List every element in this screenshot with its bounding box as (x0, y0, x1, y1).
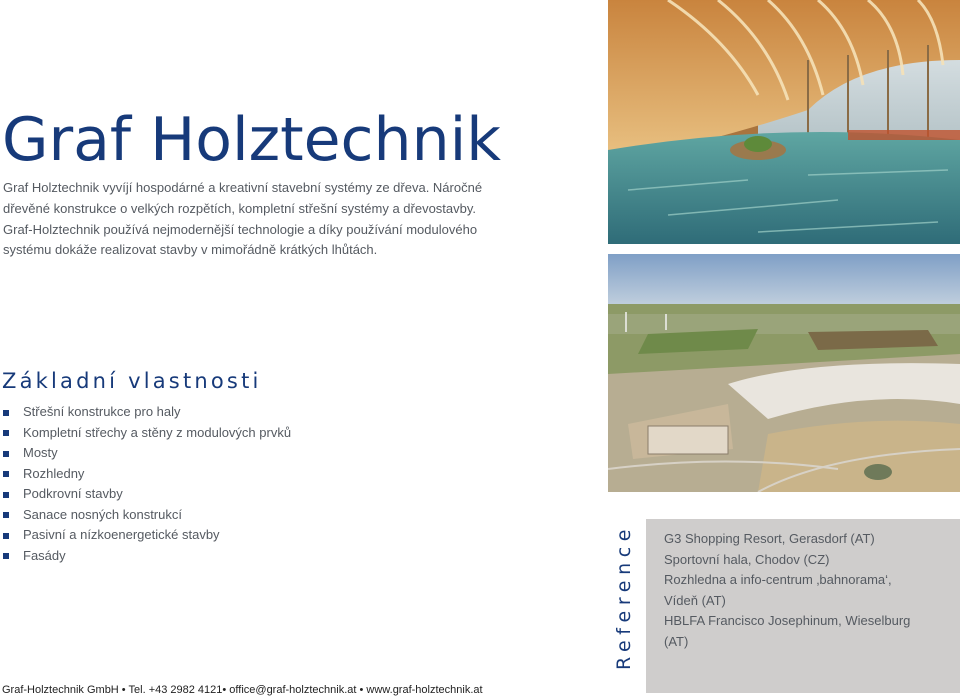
photo-aerial-resort (608, 254, 960, 492)
feature-label: Fasády (23, 547, 66, 563)
photo-indoor-pool (608, 0, 960, 244)
square-bullet-icon (3, 410, 9, 416)
footer-contact: Graf-Holztechnik GmbH • Tel. +43 2982 4121• office@graf-holztechnik.at • www.graf-holztechnik.at (2, 684, 483, 696)
feature-label: Střešní konstrukce pro haly (23, 404, 181, 419)
list-item (0, 464, 291, 485)
square-bullet-icon (3, 451, 9, 457)
square-bullet-icon (3, 512, 9, 518)
list-item: G3 Shopping Resort, Gerasdorf (AT) (664, 531, 875, 546)
square-bullet-icon (3, 471, 9, 477)
features-heading: Základní vlastnosti (2, 369, 262, 393)
feature-label: Pasivní a nízkoenergetické stavby (23, 527, 220, 542)
list-item (0, 505, 291, 526)
references-panel (646, 519, 960, 693)
square-bullet-icon (3, 492, 9, 498)
feature-label: Rozhledny (23, 465, 85, 481)
list-item (0, 402, 291, 423)
intro-paragraph: Graf Holztechnik vyvíjí hospodárné a kreativní stavební systémy ze dřeva. Náročné dřevěné konstrukce o velkých rozpětích, kompletní střešní systémy a dřevostavby. Graf-Holztechnik používá nejmodernější technologie a díky používání modulového systému dokáže realizovat stavby v mimořádně krátkých lhůtách. (3, 180, 483, 258)
references-list (664, 529, 924, 652)
square-bullet-icon (3, 533, 9, 539)
list-item (0, 423, 291, 444)
feature-label: Kompletní střechy a stěny z modulových prvků (23, 424, 292, 440)
square-bullet-icon (3, 430, 9, 436)
list-item: HBLFA Francisco Josephinum, Wieselburg (AT) (664, 613, 911, 649)
square-bullet-icon (3, 553, 9, 559)
list-item (0, 546, 291, 567)
list-item (0, 525, 291, 546)
feature-label: Podkrovní stavby (23, 486, 123, 501)
features-list (0, 402, 291, 566)
list-item (0, 443, 291, 464)
list-item: Rozhledna a info-centrum ‚bahnorama‘, Vídeň (AT) (664, 572, 892, 608)
feature-label: Mosty (23, 445, 58, 460)
references-heading: Reference (613, 523, 635, 670)
list-item: Sportovní hala, Chodov (CZ) (664, 551, 830, 567)
page-title: Graf Holztechnik (2, 105, 502, 175)
feature-label: Sanace nosných konstrukcí (23, 506, 182, 522)
list-item (0, 484, 291, 505)
